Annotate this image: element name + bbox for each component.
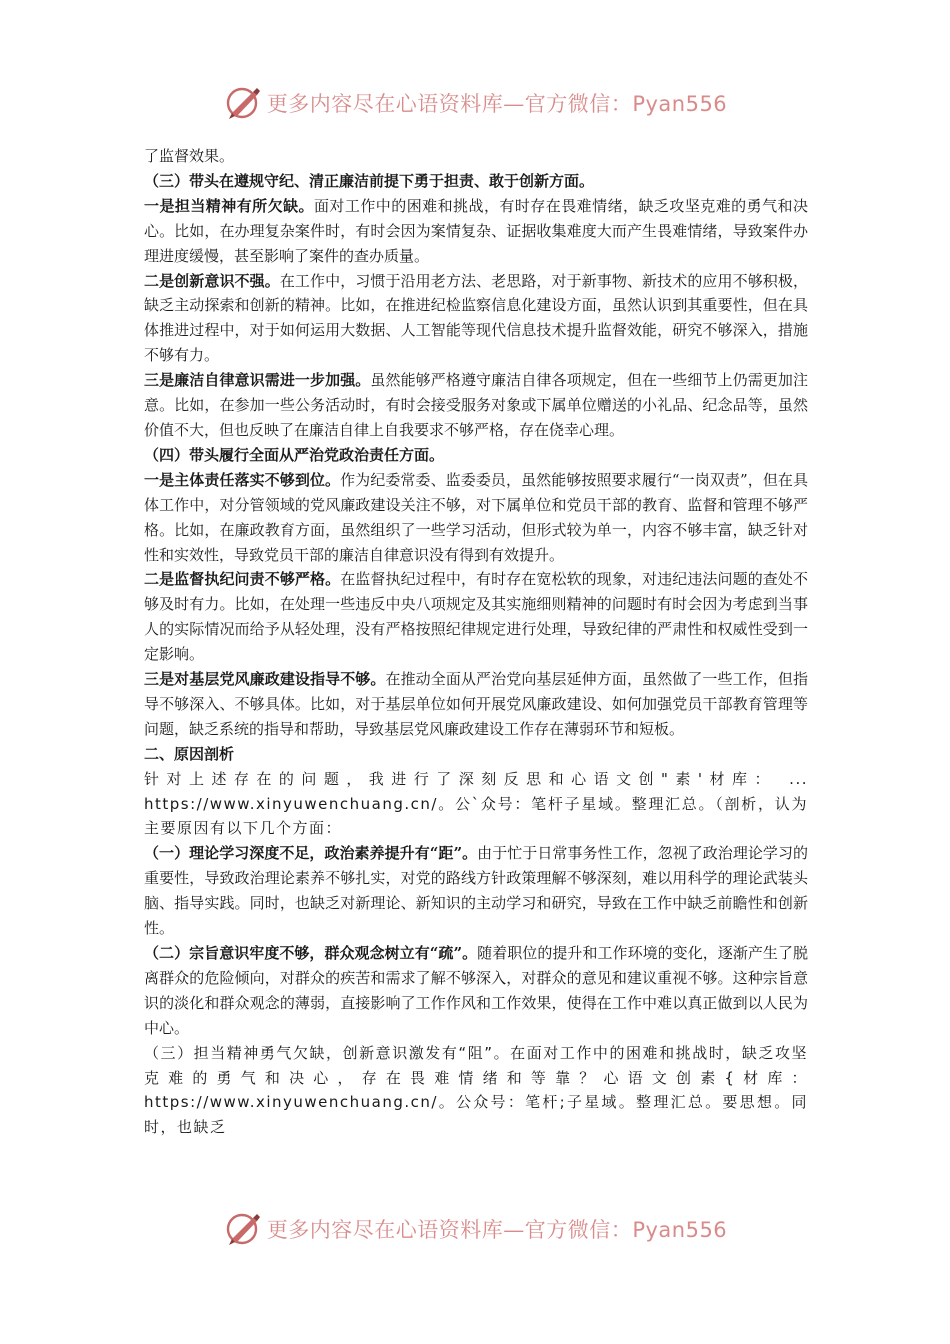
- paragraph: [144, 742, 808, 767]
- paragraph: [144, 567, 808, 667]
- paragraph: [144, 169, 808, 194]
- header-banner: [0, 80, 950, 126]
- paragraph-heading: 二是创新意识不强。: [144, 271, 280, 290]
- paragraph-text: 面对工作中的困难和挑战，有时存在畏难情绪，缺乏攻坚克难的勇气和决心。比如，在办理复杂案件时，有时会因为案情复杂、证据收集难度大而产生畏难情绪，导致案件办理进度缓慢，甚至影响了案件的查办质量。: [144, 196, 808, 265]
- paragraph-heading: 一是主体责任落实不够到位。: [144, 470, 341, 489]
- paragraph: [144, 443, 808, 468]
- document-body: [144, 144, 808, 1140]
- paragraph-text: 针对上述存在的问题，我进行了深刻反思和心语文创"素'材库： ... https://www.xinyuwenchuang.cn/。公`众号：笔杆子星域。整理汇总。（剖析，认为主要原因有以下几个方面：: [144, 769, 808, 838]
- paragraph: [144, 941, 808, 1041]
- paragraph-text: 随着职位的提升和工作环境的变化，逐渐产生了脱离群众的危险倾向，对群众的疾苦和需求了解不够深入，对群众的意见和建议重视不够。这种宗旨意识的淡化和群众观念的薄弱，直接影响了工作作风和工作效果，使得在工作中难以真正做到以人民为中心。: [144, 944, 808, 1037]
- paragraph-heading: （一）理论学习深度不足，政治素养提升有“距”。: [144, 844, 478, 863]
- paragraph-heading: （四）带头履行全面从严治党政治责任方面。: [144, 445, 445, 464]
- paragraph: [144, 194, 808, 269]
- paragraph: [144, 468, 808, 568]
- paragraph-text: 在监督执纪过程中，有时存在宽松软的现象，对违纪违法问题的查处不够及时有力。比如，在处理一些违反中央八项规定及其实施细则精神的问题时有时会因为考虑到当事人的实际情况而给予从轻处理，没有严格按照纪律规定进行处理，导致纪律的严肃性和权威性受到一定影响。: [144, 570, 808, 664]
- paragraph-heading: 三是廉洁自律意识需进一步加强。: [144, 371, 371, 390]
- pen-logo-icon: [223, 83, 263, 123]
- paragraph-heading: 一是担当精神有所欠缺。: [144, 196, 314, 215]
- paragraph-heading: 二、原因剖析: [144, 744, 235, 763]
- footer-banner: [0, 1206, 950, 1252]
- paragraph-heading: 三是对基层党风廉政建设指导不够。: [144, 670, 386, 689]
- banner-text: 更多内容尽在心语资料库—官方微信：Pyan556: [266, 1218, 728, 1242]
- paragraph-text: 在推动全面从严治党向基层延伸方面，虽然做了一些工作，但指导不够深入、不够具体。比如，对于基层单位如何开展党风廉政建设、如何加强党员干部教育管理等问题，缺乏系统的指导和帮助，导致基层党风廉政建设工作存在薄弱环节和短板。: [144, 670, 808, 738]
- paragraph: [144, 1041, 808, 1141]
- paragraph: [144, 841, 808, 941]
- paragraph-heading: 二是监督执纪问责不够严格。: [144, 570, 341, 589]
- banner-text: 更多内容尽在心语资料库—官方微信：Pyan556: [266, 92, 728, 116]
- paragraph-text: 虽然能够严格遵守廉洁自律各项规定，但在一些细节上仍需更加注意。比如，在参加一些公务活动时，有时会接受服务对象或下属单位赠送的小礼品、纪念品等，虽然价值不大，但也反映了在廉洁自律上自我要求不够严格，存在侥幸心理。: [144, 371, 808, 439]
- paragraph-text: 作为纪委常委、监委委员，虽然能够按照要求履行“一岗双责”，但在具体工作中，对分管领域的党风廉政建设关注不够，对下属单位和党员干部的教育、监督和管理不够严格。比如，在廉政教育方面，虽然组织了一些学习活动，但形式较为单一，内容不够丰富，缺乏针对性和实效性，导致党员干部的廉洁自律意识没有得到有效提升。: [144, 470, 808, 564]
- paragraph: [144, 269, 808, 369]
- paragraph-text: 由于忙于日常事务性工作，忽视了政治理论学习的重要性，导致政治理论素养不够扎实，对党的路线方针政策理解不够深刻，难以用科学的理论武装头脑、指导实践。同时，也缺乏对新理论、新知识的主动学习和研究，导致在工作中缺乏前瞻性和创新性。: [144, 844, 808, 938]
- paragraph-text: 在工作中，习惯于沿用老方法、老思路，对于新事物、新技术的应用不够积极，缺乏主动探索和创新的精神。比如，在推进纪检监察信息化建设方面，虽然认识到其重要性，但在具体推进过程中，对于如何运用大数据、人工智能等现代信息技术提升监督效能，研究不够深入，措施不够有力。: [144, 271, 808, 365]
- paragraph-heading: （二）宗旨意识牢度不够，群众观念树立有“疏”。: [144, 944, 478, 962]
- paragraph: [144, 767, 808, 842]
- pen-logo-icon: [223, 1209, 263, 1249]
- paragraph-text: 了监督效果。: [144, 147, 235, 165]
- paragraph: [144, 667, 808, 742]
- paragraph-text: （三）担当精神勇气欠缺，创新意识激发有“阻”。在面对工作中的困难和挑战时，缺乏攻坚克难的勇气和决心，存在畏难情绪和等靠？心语文创素{材库： https://www.xinyuwenchuang.cn/。公众号：笔杆;子星域。整理汇总。要思想。同时，也缺乏: [144, 1043, 808, 1137]
- paragraph: [144, 144, 808, 169]
- paragraph: [144, 368, 808, 443]
- paragraph-heading: （三）带头在遵规守纪、清正廉洁前提下勇于担责、敢于创新方面。: [144, 171, 595, 190]
